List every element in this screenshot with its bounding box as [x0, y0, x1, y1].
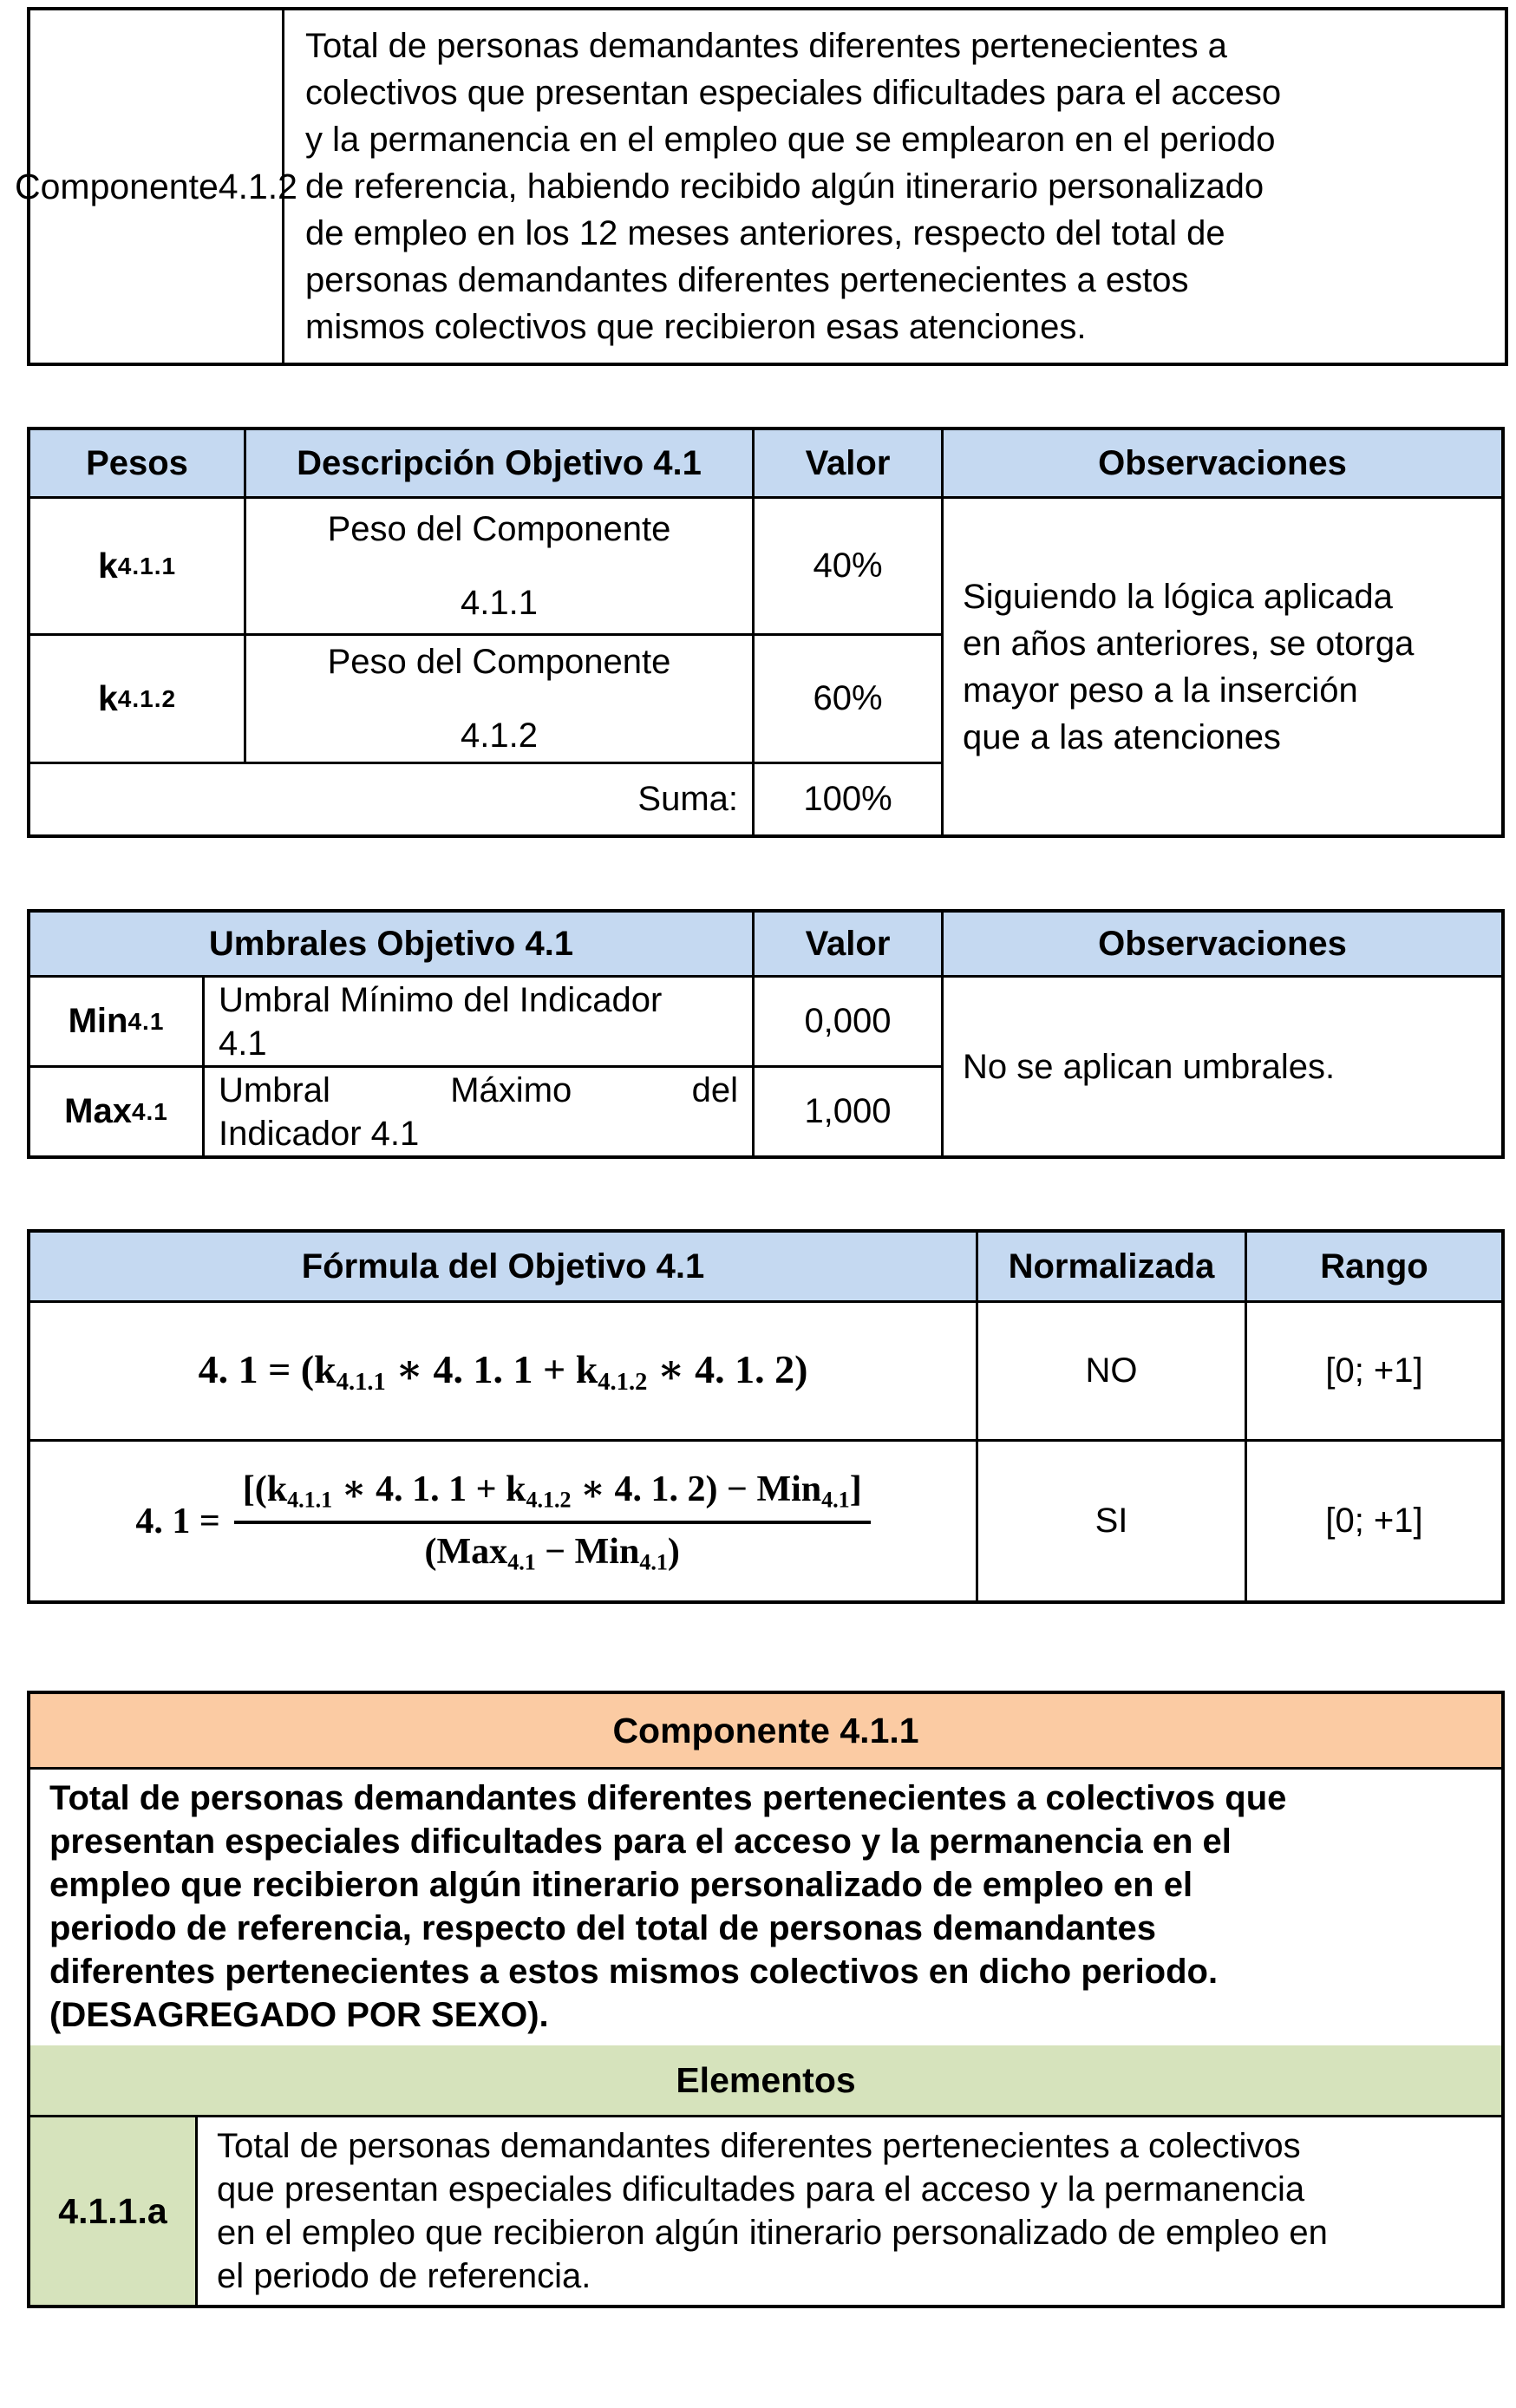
umbral-min-desc-cell — [202, 975, 752, 1065]
header-cell-umbrales: Umbrales Objetivo 4.1 — [30, 913, 752, 975]
text-line: diferentes pertenecientes a estos mismos colectivos en dicho periodo. — [49, 1953, 1219, 1991]
min-subscript: 4.1 — [127, 1007, 165, 1035]
text-line: mismos colectivos que recibieron esas atenciones. — [305, 308, 1087, 346]
formula-subscript: 4.1.1 — [287, 1487, 333, 1513]
max-subscript: 4.1 — [131, 1097, 168, 1125]
element-411a-text-cell — [195, 2117, 1501, 2305]
element-411a-row — [30, 2117, 1501, 2305]
header-cell-valor: Valor — [752, 913, 941, 975]
text-line: 4.1.2 — [461, 716, 538, 755]
element-411a-id-cell: 4.1.1.a — [30, 2117, 195, 2305]
umbral-max-desc-cell — [202, 1065, 752, 1155]
fraction-numerator: [(k4.1.1 ∗ 4. 1. 1 + k4.1.2 ∗ 4. 1. 2) − Min4.1] — [234, 1467, 871, 1523]
min-label-cell — [30, 975, 202, 1065]
weight-subscript: 4.1.1 — [117, 552, 177, 579]
max-symbol: Max — [64, 1092, 132, 1130]
text-line: Total de personas demandantes diferentes pertenecientes a colectivos — [217, 2127, 1301, 2165]
pesos-table — [27, 427, 1505, 838]
umbral-max-value-cell: 1,000 — [752, 1065, 941, 1155]
header-cell-pesos: Pesos — [30, 430, 244, 496]
text-line: empleo que recibieron algún itinerario personalizado de empleo en el — [49, 1866, 1193, 1904]
weight-k412-cell — [30, 633, 244, 762]
rango-value-cell-1: [0; +1] — [1245, 1300, 1501, 1439]
word: Máximo — [450, 1070, 572, 1109]
text-line: Siguiendo la lógica aplicada — [963, 577, 1393, 616]
weight-symbol: k — [97, 546, 118, 586]
text-line: Total de personas demandantes diferentes pertenecientes a — [305, 27, 1227, 65]
text-line: personas demandantes diferentes pertenecientes a estos — [305, 261, 1189, 299]
component-411-header: Componente 4.1.1 — [30, 1694, 1501, 1770]
text-line: que presentan especiales dificultades para el acceso y la permanencia — [217, 2170, 1305, 2208]
header-cell-observaciones: Observaciones — [941, 913, 1501, 975]
text-line: No se aplican umbrales. — [963, 1047, 1336, 1086]
text-line: en años anteriores, se otorga — [963, 624, 1415, 663]
weight-desc-cell-2 — [244, 633, 752, 762]
suma-value-cell: 100% — [752, 762, 941, 834]
normalizada-value-cell-1: NO — [976, 1300, 1245, 1439]
text-line: Total de personas demandantes diferentes pertenecientes a colectivos que — [49, 1779, 1287, 1817]
fraction — [234, 1467, 871, 1575]
umbrales-table — [27, 909, 1505, 1159]
justified-line — [219, 1069, 738, 1112]
formula-subscript: 4.1.1 — [336, 1368, 386, 1396]
text-line: presentan especiales dificultades para el acceso y la permanencia en el — [49, 1822, 1232, 1861]
weight-value-cell-2: 60% — [752, 633, 941, 762]
text-line: el periodo de referencia. — [217, 2257, 591, 2295]
elementos-header: Elementos — [30, 2045, 1501, 2117]
header-cell-valor: Valor — [752, 430, 941, 496]
component-412-description-cell — [282, 10, 1505, 363]
header-cell-normalizada: Normalizada — [976, 1233, 1245, 1300]
header-cell-descripcion: Descripción Objetivo 4.1 — [244, 430, 752, 496]
formula-subscript: 4.1 — [821, 1487, 850, 1513]
component-412-label-line2: 4.1.2 — [218, 167, 297, 206]
formula-table — [27, 1229, 1505, 1604]
word: Umbral — [219, 1070, 330, 1109]
umbrales-observaciones-cell — [941, 975, 1501, 1155]
rango-value-cell-2: [0; +1] — [1245, 1439, 1501, 1600]
text-line: periodo de referencia, respecto del total de personas demandantes — [49, 1909, 1156, 1947]
max-label-cell — [30, 1065, 202, 1155]
text-line: mayor peso a la inserción — [963, 671, 1358, 710]
formula-normalized-cell — [30, 1439, 976, 1600]
formula-subscript: 4.1 — [639, 1548, 668, 1574]
header-cell-formula: Fórmula del Objetivo 4.1 — [30, 1233, 976, 1300]
weight-desc-cell-1 — [244, 496, 752, 633]
formula-subscript: 4.1 — [507, 1548, 536, 1574]
component-411-table — [27, 1691, 1505, 2308]
weight-symbol: k — [97, 678, 118, 718]
word: del — [691, 1070, 738, 1109]
text-line: que a las atenciones — [963, 717, 1281, 756]
text-line: Indicador 4.1 — [219, 1114, 420, 1153]
normalizada-value-cell-2: SI — [976, 1439, 1245, 1600]
component-412-table — [15, 7, 1508, 366]
text-line: y la permanencia en el empleo que se emplearon en el periodo — [305, 121, 1276, 159]
header-cell-rango: Rango — [1245, 1233, 1501, 1300]
weight-value-cell-1: 40% — [752, 496, 941, 633]
suma-label-cell: Suma: — [30, 762, 752, 834]
text-line: Peso del Componente — [327, 642, 671, 681]
component-412-label-line1: Componente — [15, 167, 219, 206]
weight-k411-cell — [30, 496, 244, 633]
text-line: (DESAGREGADO POR SEXO). — [49, 1996, 549, 2034]
min-symbol: Min — [68, 1002, 128, 1040]
fraction-denominator: (Max4.1 − Min4.1) — [424, 1531, 680, 1574]
formula-text: 4. 1 = (k4.1.1 ∗ 4. 1. 1 + k4.1.2 ∗ 4. 1. 2) — [198, 1347, 808, 1396]
formula-subscript: 4.1.2 — [526, 1487, 572, 1513]
formula-lhs: 4. 1 = — [135, 1501, 220, 1541]
component-411-description — [30, 1770, 1501, 2045]
pesos-observaciones-cell — [941, 496, 1501, 834]
formula-subscript: 4.1.2 — [598, 1368, 648, 1396]
formula-unnormalized-cell — [30, 1300, 976, 1439]
text-line: Umbral Mínimo del Indicador — [219, 980, 663, 1019]
text-line: de empleo en los 12 meses anteriores, respecto del total de — [305, 214, 1225, 252]
text-line: de referencia, habiendo recibido algún itinerario personalizado — [305, 167, 1264, 206]
text-line: colectivos que presentan especiales dificultades para el acceso — [305, 74, 1282, 112]
weight-subscript: 4.1.2 — [117, 684, 177, 712]
component-412-label-cell — [15, 10, 297, 363]
text-line: 4.1.1 — [461, 583, 538, 622]
umbral-min-value-cell: 0,000 — [752, 975, 941, 1065]
header-cell-observaciones: Observaciones — [941, 430, 1501, 496]
text-line: en el empleo que recibieron algún itinerario personalizado de empleo en — [217, 2214, 1328, 2252]
text-line: 4.1 — [219, 1024, 267, 1063]
text-line: Peso del Componente — [327, 509, 671, 548]
